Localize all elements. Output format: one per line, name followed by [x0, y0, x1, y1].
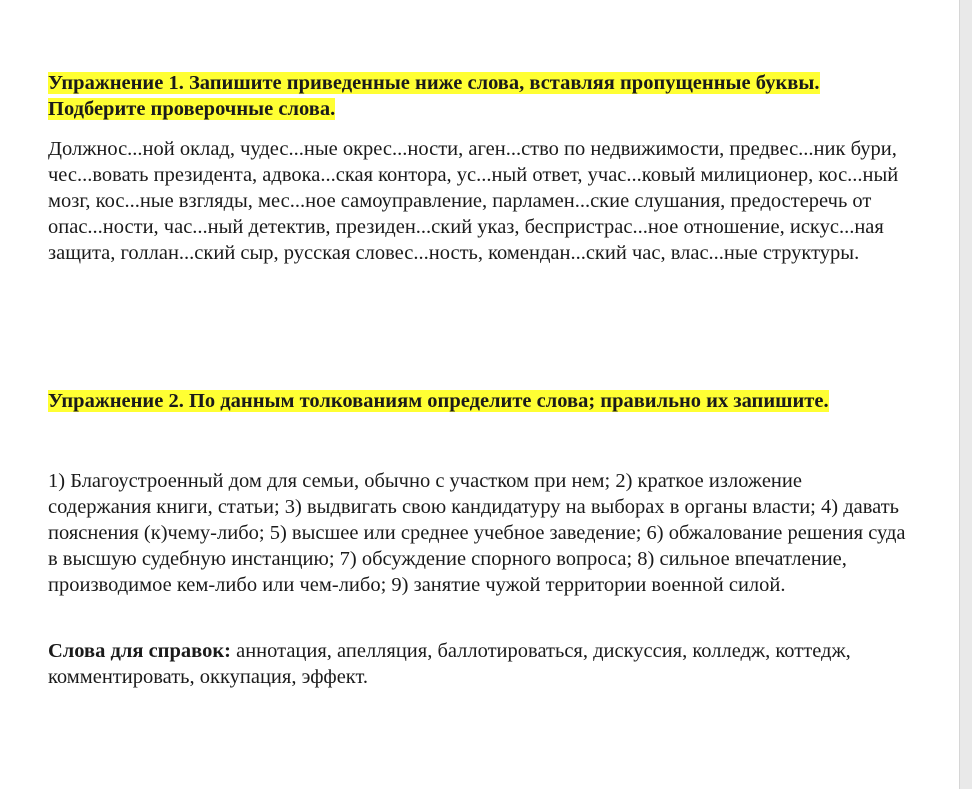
- scrollbar-gutter[interactable]: [959, 0, 972, 789]
- exercise-1-heading: [48, 70, 908, 122]
- exercise-2-body: 1) Благоустроенный дом для семьи, обычно с участком при нем; 2) краткое изложение содержания книги, статьи; 3) выдвигать свою кандидатуру на выборах в органы власти; 4) давать пояснения (к)чему-либо; 5) высшее или среднее учебное заведение; 6) обжалование решения суда в высшую судебную инстанцию; 7) обсуждение спорного вопроса; 8) сильное впечатление, производимое кем-либо или чем-либо; 9) занятие чужой территории военной силой.: [48, 470, 906, 596]
- exercise-1-heading-line1: Упражнение 1. Запишите приведенные ниже слова, вставляя пропущенные буквы.: [48, 72, 820, 94]
- document-content: [48, 70, 908, 688]
- exercise-2-heading-text: Упражнение 2. По данным толкованиям определите слова; правильно их запишите.: [48, 390, 829, 412]
- exercise-2-reference-words: [48, 638, 908, 690]
- reference-words-label: Слова для справок:: [48, 640, 231, 662]
- exercise-2-heading: [48, 388, 908, 414]
- exercise-1-heading-line2: Подберите проверочные слова.: [48, 98, 336, 120]
- reference-words-list: аннотация, апелляция, баллотироваться, дискуссия, колледж, коттедж, комментировать, оккупация, эффект.: [48, 640, 851, 688]
- exercise-1-body: Должнос...ной оклад, чудес...ные окрес...ности, аген...ство по недвижимости, предвес...ник бури, чес...вовать президента, адвока...ская контора, ус...ный ответ, учас...ковый милиционер, кос...ный мозг, кос...ные взгляды, мес...ное самоуправление, парламен...ские слушания, предостеречь от опас...ности, час...ный детектив, президен...ский указ, беспристрас...ное отношение, искус...ная защита, голлан...ский сыр, русская словес...ность, комендан...ский час, влас...ные структуры.: [48, 138, 899, 264]
